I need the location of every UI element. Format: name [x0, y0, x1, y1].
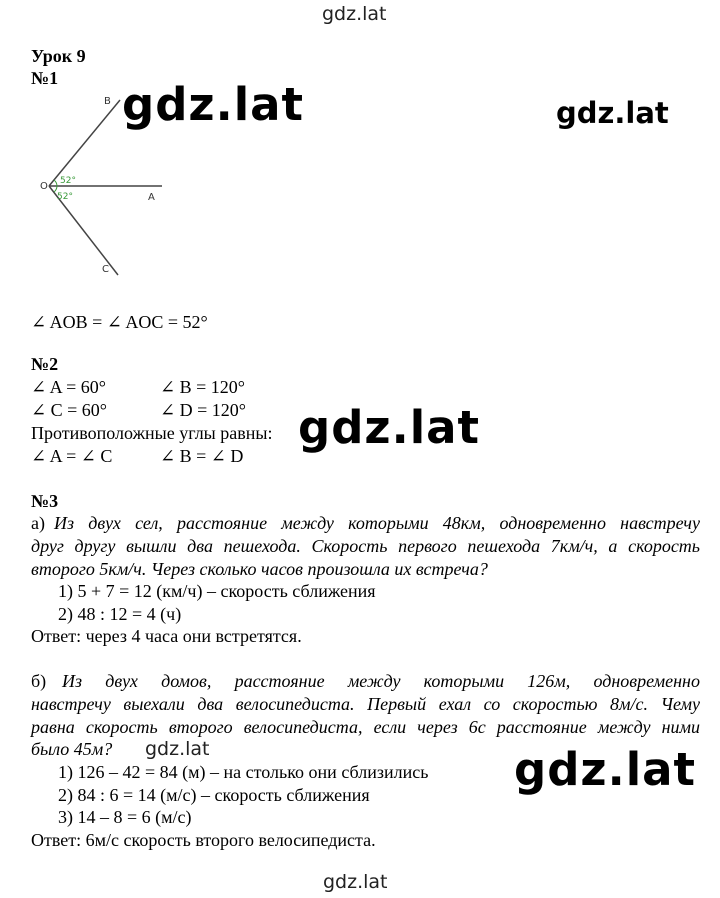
task2-equality-ac: ∠ A = ∠ C [31, 446, 113, 466]
task3-number: №3 [31, 491, 59, 511]
watermark-top: gdz.lat [322, 3, 387, 25]
watermark-large-lower: gdz.lat [514, 743, 697, 796]
task3b-problem-line-1: Из двух домов, расстояние между которыми 126м, одновременно [62, 671, 700, 691]
task3b-answer: Ответ: 6м/с скорость второго велосипедиста. [31, 830, 376, 850]
watermark-large: gdz.lat [122, 78, 305, 131]
arc-top [54, 180, 57, 186]
task2-statement: Противоположные углы равны: [31, 423, 273, 443]
label-a: A [148, 192, 155, 203]
task3b-step-3: 3) 14 – 8 = 6 (м/с) [58, 807, 192, 827]
task2-equality-bd: ∠ B = ∠ D [160, 446, 244, 466]
angle-diagram [40, 92, 170, 282]
task3a-answer: Ответ: через 4 часа они встретятся. [31, 626, 302, 646]
task1-result: ∠ AOB = ∠ AOC = 52° [31, 312, 208, 332]
angle-label-top: 52° [60, 176, 76, 186]
angle-label-bottom: 52° [57, 192, 73, 202]
task3b-step-1: 1) 126 – 42 = 84 (м) – на столько они сблизились [58, 762, 429, 782]
task3a-problem-line-2: друг другу вышли два пешехода. Скорость первого пешехода 7км/ч, а скорость [31, 536, 700, 556]
ray-ob [49, 100, 120, 186]
task3a-problem-line-1: Из двух сел, расстояние между которыми 48км, одновременно навстречу [54, 513, 700, 533]
task3b-problem-line-3: равна скорость второго велосипедиста, если через 6с расстояние между ними [31, 717, 700, 737]
task3a-step-1: 1) 5 + 7 = 12 (км/ч) – скорость сближения [58, 581, 376, 601]
task1-number: №1 [31, 68, 59, 88]
task2-angle-b: ∠ B = 120° [160, 377, 245, 397]
watermark-right: gdz.lat [556, 96, 669, 130]
label-c: C [102, 264, 109, 275]
watermark-middle: gdz.lat [298, 401, 481, 454]
task3b-problem-line-2: навстречу выехали два велосипедиста. Первый ехал со скоростью 8м/с. Чему [31, 694, 700, 714]
watermark-bottom: gdz.lat [323, 871, 388, 893]
task2-angle-a: ∠ A = 60° [31, 377, 106, 397]
label-o: O [40, 181, 48, 192]
task3b-prefix: б) [31, 671, 47, 691]
task2-number: №2 [31, 354, 59, 374]
task3b-step-2: 2) 84 : 6 = 14 (м/с) – скорость сближения [58, 785, 370, 805]
task3b-problem-line-4: было 45м? [31, 739, 113, 759]
watermark-inline: gdz.lat [145, 738, 210, 760]
task2-angle-d: ∠ D = 120° [160, 400, 246, 420]
lesson-title: Урок 9 [31, 46, 86, 66]
task3a-problem-line-3: второго 5км/ч. Через сколько часов произошла их встреча? [31, 559, 488, 579]
task3a-prefix: а) [31, 513, 45, 533]
task2-angle-c: ∠ C = 60° [31, 400, 107, 420]
label-b: B [104, 96, 111, 107]
task3a-step-2: 2) 48 : 12 = 4 (ч) [58, 604, 182, 624]
